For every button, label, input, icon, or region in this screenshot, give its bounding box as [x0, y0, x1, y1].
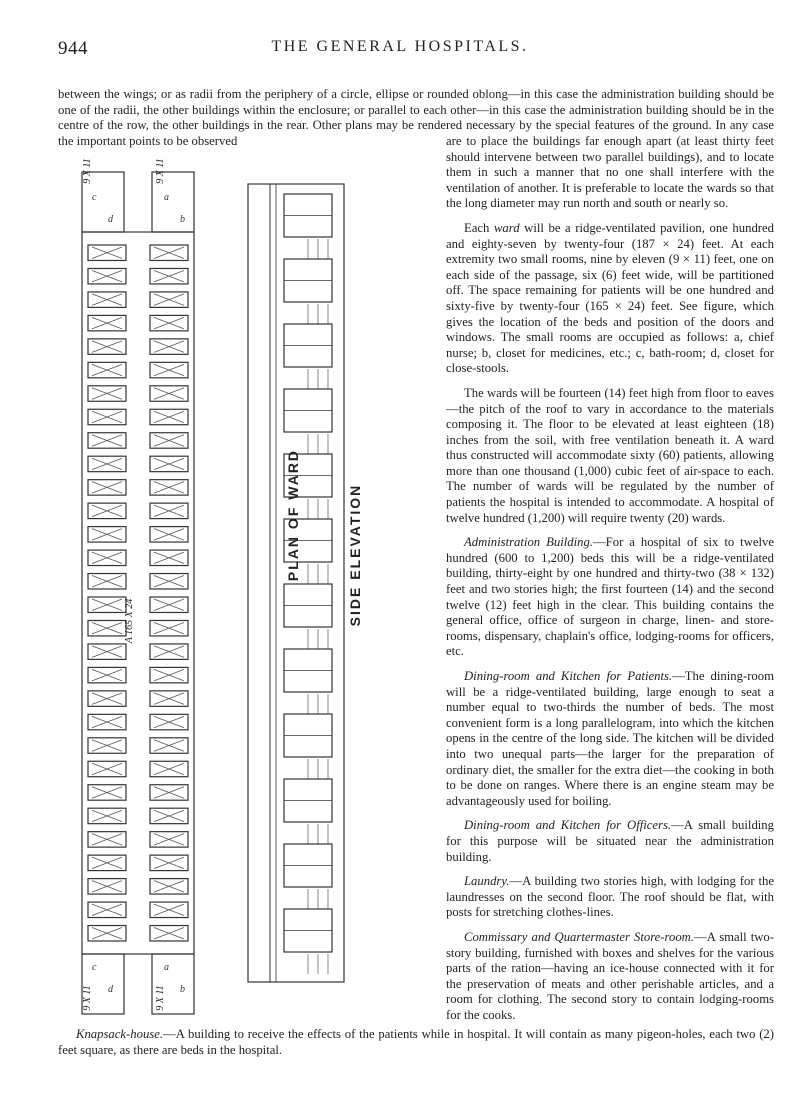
page-number: 944: [58, 38, 88, 59]
bed-mark: [154, 576, 184, 587]
bed-mark: [92, 341, 122, 352]
bed-mark: [92, 834, 122, 845]
bed-mark: [154, 482, 184, 493]
bed-mark: [92, 810, 122, 821]
bed-mark: [92, 693, 122, 704]
bed-mark: [92, 247, 122, 258]
bed-mark: [92, 740, 122, 751]
bed-mark: [154, 763, 184, 774]
paragraph-ward: Each ward will be a ridge-ventilated pavilion, one hundred and eighty-seven by twenty-four (187 × 24) feet. At each extremity two small rooms, nine by eleven (9 × 11) feet, one on each side of the passage, six (6) feet wide, will be partitioned off. The space remaining for patients will be one hundred and sixty-five by twenty-four (165 × 24) feet. See figure, which gives the location of the beds and position of the doors and windows. The small rooms are occupied as follows: a, chief nurse; b, closet for medicines, etc.; c, bath-room; d, closet for close-stools.: [446, 220, 775, 376]
bed-mark: [92, 388, 122, 399]
page-header: [0, 38, 800, 64]
bottom-text: [58, 1027, 774, 1058]
bed-mark: [92, 270, 122, 281]
bed-mark: [154, 270, 184, 281]
bed-mark: [92, 646, 122, 657]
paragraph-dining-patients: Dining-room and Kitchen for Patients.—The dining-room will be a ridge-ventilated building, large enough to seat a number equal to two-thirds the number of beds. The most convenient form is a long parallelogram, into which the kitchen opens in the centre of the long side. The kitchen will be divided into two unequal parts—the larger for the preparation of ordinary diet, the smaller for the extra diet—the cooking in both to be done on ranges. Where there is an engine steam may be advantageously used for boiling.: [446, 669, 774, 808]
bed-mark: [92, 881, 122, 892]
intro-paragraph: between the wings; or as radii from the periphery of a circle, ellipse or rounded oblong—in this case the administration building should be one of the radii, the other buildings within the enclosure; or parallel to each other—in this case the administration building should be in the centre of the row, the other buildings in the rear. Other plans may be rendered necessary by the special features of the ground. In any case the important points to be observed: [58, 87, 774, 148]
bed-mark: [154, 716, 184, 727]
bed-mark: [154, 458, 184, 469]
room-letter: d: [108, 984, 113, 995]
bed-mark: [92, 552, 122, 563]
bed-mark: [154, 669, 184, 680]
room-dimension-label-top-right: 9 X 11: [155, 158, 166, 184]
bed-mark: [92, 411, 122, 422]
bed-mark: [154, 810, 184, 821]
bed-mark: [92, 294, 122, 305]
bed-mark: [154, 834, 184, 845]
bed-mark: [92, 716, 122, 727]
bed-mark: [92, 787, 122, 798]
bed-mark: [154, 435, 184, 446]
plan-of-ward-label: PLAN OF WARD: [285, 448, 301, 582]
bed-mark: [92, 364, 122, 375]
room-dimension-label-bottom-left: 9 X 11: [82, 985, 93, 1011]
bed-mark: [154, 411, 184, 422]
bed-mark: [92, 622, 122, 633]
bed-mark: [154, 881, 184, 892]
bed-mark: [92, 482, 122, 493]
paragraph-knapsack-house: Knapsack-house.—A building to receive the effects of the patients while in hospital. It will contain as many pigeon-holes, each two (2) feet square, as there are beds in the hospital.: [58, 1027, 774, 1057]
room-letter: a: [164, 192, 169, 203]
bed-mark: [154, 646, 184, 657]
paragraph-laundry: Laundry.—A building two stories high, with lodging for the laundresses on the second floor. The roof should be flat, with posts for stretching clothes-lines.: [446, 874, 774, 920]
running-title: THE GENERAL HOSPITALS.: [271, 38, 529, 55]
paragraph-placement: are to place the buildings far enough apart (at least thirty feet should intervene between two parallel buildings), and to locate them in such a manner that no one shall interfere with the ventilation of another. It is preferable to locate the wards so that the long diameter may run north and south or nearly so.: [446, 134, 774, 211]
bed-mark: [92, 435, 122, 446]
bed-mark: [154, 294, 184, 305]
room-dimension-label-bottom-right: 9 X 11: [155, 985, 166, 1011]
bed-mark: [154, 740, 184, 751]
bed-mark: [154, 693, 184, 704]
room-letter: b: [180, 984, 185, 995]
bed-mark: [154, 622, 184, 633]
bed-mark: [92, 928, 122, 939]
bed-mark: [92, 857, 122, 868]
bed-mark: [154, 317, 184, 328]
paragraph-commissary: Commissary and Quartermaster Store-room.—A small two-story building, furnished with boxes and shelves for the various parts of the ration—having an ice-house connected with it for the preservation of meats and other perishable articles, and a room for clothing. The second story to contain lodging-rooms for the cooks.: [446, 929, 774, 1022]
bed-mark: [154, 341, 184, 352]
bed-mark: [154, 529, 184, 540]
bed-mark: [154, 787, 184, 798]
ward-dimension-label: A 165 X 24: [124, 598, 135, 644]
bed-mark: [154, 552, 184, 563]
bed-mark: [154, 857, 184, 868]
side-elevation-label: SIDE ELEVATION: [347, 483, 363, 627]
bed-mark: [92, 599, 122, 610]
bed-mark: [92, 669, 122, 680]
bed-mark: [154, 364, 184, 375]
paragraph-dining-officers: Dining-room and Kitchen for Officers.—A small building for this purpose will be situated near the administration building.: [446, 818, 774, 864]
bed-mark: [92, 317, 122, 328]
bed-mark: [92, 505, 122, 516]
room-letter: c: [92, 962, 97, 973]
room-dimension-label-top-left: 9 X 11: [82, 158, 93, 184]
bed-mark: [154, 388, 184, 399]
ward-figure: [80, 158, 380, 1035]
room-letter: c: [92, 192, 97, 203]
bed-mark: [154, 904, 184, 915]
bed-mark: [154, 505, 184, 516]
bed-mark: [92, 529, 122, 540]
bed-mark: [154, 247, 184, 258]
bed-mark: [92, 576, 122, 587]
bed-mark: [154, 928, 184, 939]
bed-mark: [92, 458, 122, 469]
bed-mark: [92, 763, 122, 774]
room-letter: b: [180, 214, 185, 225]
paragraph-ward-height: The wards will be fourteen (14) feet high from floor to eaves—the pitch of the roof to vary in accordance to the materials composing it. The floor to be elevated at least eighteen (18) inches from the soil, with free ventilation beneath it. A ward thus constructed will accommodate sixty (60) patients, allowing more than one thousand (1,000) cubic feet of air-space to each. The number of wards will be regulated by the number of patients the hospital is intended to accommodate. A hospital of twelve hundred (1,200) will require twenty (20) wards.: [446, 385, 774, 525]
paragraph-administration-building: Administration Building.—For a hospital of six to twelve hundred (600 to 1,200) beds this will be a ridge-ventilated building, thirty-eight by one hundred and thirty-two (38 × 132) feet and two stories high; the first fourteen (14) and the second twelve (12) feet high in the clear. This building contains the general office, office of surgeon in charge, linen- and store-rooms, dispensary, chaplain's office, lodging-rooms for officers, etc.: [446, 535, 774, 659]
room-letter: a: [164, 962, 169, 973]
plan-of-ward-drawing: [82, 172, 194, 1014]
right-column-text: [446, 134, 774, 1032]
bed-mark: [154, 599, 184, 610]
ward-outline: [82, 232, 194, 954]
bed-mark: [92, 904, 122, 915]
room-letter: d: [108, 214, 113, 225]
